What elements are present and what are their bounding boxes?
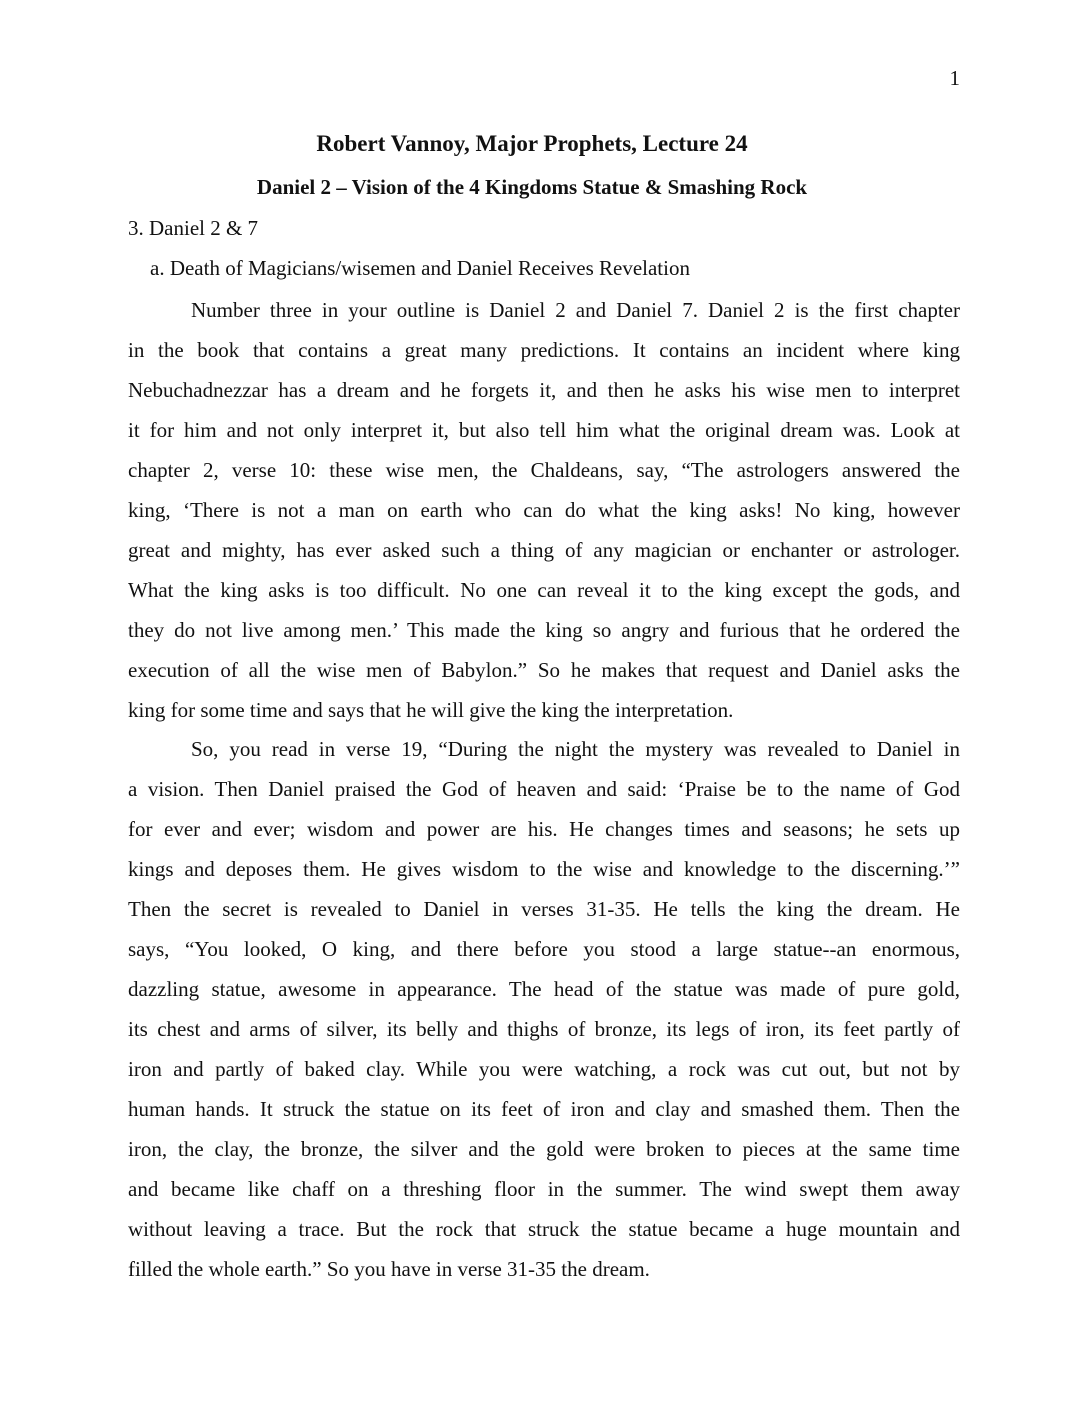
paragraph-line: iron, the clay, the bronze, the silver and the gold were broken to pieces at the same time — [128, 1137, 960, 1161]
paragraph-line: for ever and ever; wisdom and power are his. He changes times and seasons; he sets up — [128, 817, 960, 841]
document-subtitle: Daniel 2 – Vision of the 4 Kingdoms Statue & Smashing Rock — [256, 175, 808, 199]
page-number: 1 — [949, 66, 960, 90]
paragraph-line: says, “You looked, O king, and there before you stood a large statue--an enormous, — [128, 937, 960, 961]
paragraph-line: Then the secret is revealed to Daniel in verses 31-35. He tells the king the dream. He — [128, 897, 960, 921]
paragraph-line: they do not live among men.’ This made the king so angry and furious that he ordered the — [128, 618, 960, 642]
paragraph-line: So, you read in verse 19, “During the night the mystery was revealed to Daniel in — [191, 737, 960, 761]
paragraph-line: its chest and arms of silver, its belly and thighs of bronze, its legs of iron, its feet partly of — [128, 1017, 960, 1041]
paragraph-line: great and mighty, has ever asked such a thing of any magician or enchanter or astrologer. — [128, 538, 960, 562]
paragraph-line: Nebuchadnezzar has a dream and he forgets it, and then he asks his wise men to interpret — [128, 378, 960, 402]
paragraph-line: king for some time and says that he will give the king the interpretation. — [128, 698, 734, 722]
section-heading: 3. Daniel 2 & 7 — [128, 216, 259, 240]
paragraph-1 — [128, 290, 960, 730]
subsection-heading: a. Death of Magicians/wisemen and Daniel Receives Revelation — [150, 256, 690, 280]
paragraph-line: in the book that contains a great many predictions. It contains an incident where king — [128, 338, 960, 362]
paragraph-line: king, ‘There is not a man on earth who can do what the king asks! No king, however — [128, 498, 960, 522]
paragraph-line: a vision. Then Daniel praised the God of heaven and said: ‘Praise be to the name of God — [128, 777, 960, 801]
paragraph-line: What the king asks is too difficult. No one can reveal it to the king except the gods, and — [128, 578, 960, 602]
paragraph-line: chapter 2, verse 10: these wise men, the Chaldeans, say, “The astrologers answered the — [128, 458, 960, 482]
paragraph-line: and became like chaff on a threshing floor in the summer. The wind swept them away — [128, 1177, 960, 1201]
paragraph-line: dazzling statue, awesome in appearance. The head of the statue was made of pure gold, — [128, 977, 960, 1001]
paragraph-line: human hands. It struck the statue on its feet of iron and clay and smashed them. Then the — [128, 1097, 960, 1121]
document-title: Robert Vannoy, Major Prophets, Lecture 24 — [316, 131, 748, 156]
paragraph-line: kings and deposes them. He gives wisdom to the wise and knowledge to the discerning.’” — [128, 857, 960, 881]
paragraph-line: it for him and not only interpret it, but also tell him what the original dream was. Look at — [128, 418, 960, 442]
paragraph-line: Number three in your outline is Daniel 2 and Daniel 7. Daniel 2 is the first chapter — [191, 298, 960, 322]
paragraph-line: without leaving a trace. But the rock that struck the statue became a huge mountain and — [128, 1217, 960, 1241]
paragraph-line: execution of all the wise men of Babylon.” So he makes that request and Daniel asks the — [128, 658, 960, 682]
paragraph-line: filled the whole earth.” So you have in verse 31-35 the dream. — [128, 1257, 650, 1281]
paragraph-line: iron and partly of baked clay. While you were watching, a rock was cut out, but not by — [128, 1057, 960, 1081]
paragraph-2 — [128, 729, 960, 1289]
